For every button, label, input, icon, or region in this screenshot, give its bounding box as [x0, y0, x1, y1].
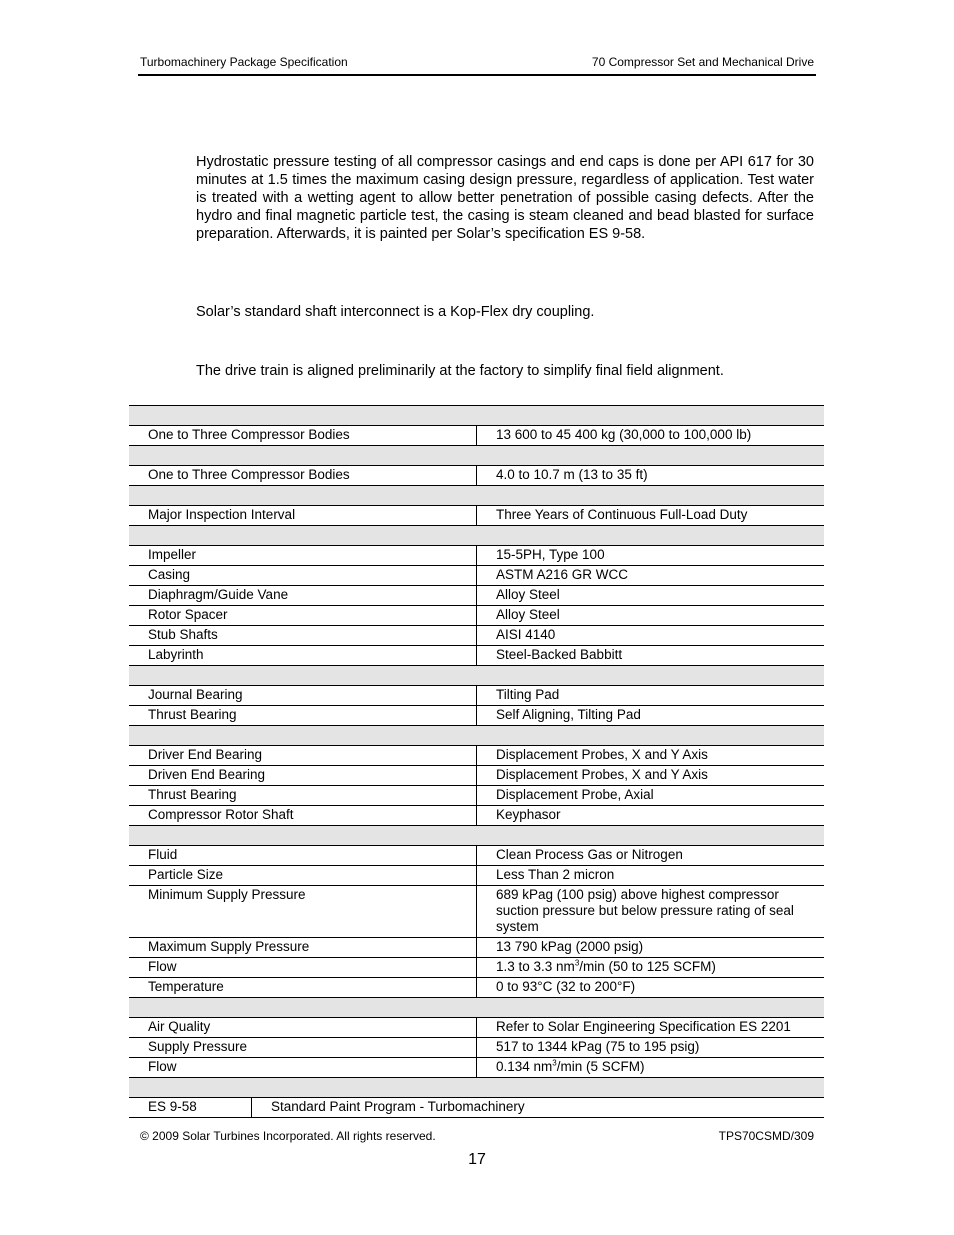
section-header-row: [129, 406, 824, 426]
table-row: [129, 466, 824, 486]
table-row: [129, 746, 824, 766]
row-label: One to Three Compressor Bodies: [129, 466, 477, 486]
row-label: One to Three Compressor Bodies: [129, 426, 477, 446]
row-value: Refer to Solar Engineering Specification ES 2201: [477, 1018, 825, 1038]
table-row: [129, 546, 824, 566]
row-label: Labyrinth: [129, 646, 477, 666]
row-value: 13 600 to 45 400 kg (30,000 to 100,000 lb): [477, 426, 825, 446]
table-row: [129, 706, 824, 726]
row-label: Stub Shafts: [129, 626, 477, 646]
row-value: Less Than 2 micron: [477, 866, 825, 886]
reference-row: [129, 1098, 824, 1118]
table-row: [129, 1038, 824, 1058]
row-label: Casing: [129, 566, 477, 586]
section-header-row: [129, 446, 824, 466]
document-code: TPS70CSMD/309: [718, 1129, 814, 1143]
table-row: [129, 586, 824, 606]
table-row: [129, 566, 824, 586]
row-label: Driven End Bearing: [129, 766, 477, 786]
row-value: 15-5PH, Type 100: [477, 546, 825, 566]
row-label: Compressor Rotor Shaft: [129, 806, 477, 826]
row-value: Steel-Backed Babbitt: [477, 646, 825, 666]
row-label: Fluid: [129, 846, 477, 866]
value-superscript: 3: [574, 958, 580, 968]
row-value: [477, 958, 825, 978]
section-header-row: [129, 526, 824, 546]
section-header-row: [129, 726, 824, 746]
section-header-row: [129, 998, 824, 1018]
copyright: © 2009 Solar Turbines Incorporated. All rights reserved.: [140, 1129, 436, 1143]
value-superscript: 3: [552, 1058, 557, 1068]
table-row: [129, 506, 824, 526]
row-label: Flow: [129, 1058, 477, 1078]
table-row: [129, 786, 824, 806]
table-row: [129, 606, 824, 626]
table-row: [129, 958, 824, 978]
row-label: Impeller: [129, 546, 477, 566]
table-row: [129, 938, 824, 958]
row-label: Temperature: [129, 978, 477, 998]
table-row: [129, 426, 824, 446]
table-row: [129, 686, 824, 706]
row-value: Displacement Probes, X and Y Axis: [477, 766, 825, 786]
section-header-row: [129, 666, 824, 686]
row-value: 4.0 to 10.7 m (13 to 35 ft): [477, 466, 825, 486]
table-row: [129, 626, 824, 646]
header-rule: [138, 74, 816, 76]
row-value: Displacement Probes, X and Y Axis: [477, 746, 825, 766]
row-label: Maximum Supply Pressure: [129, 938, 477, 958]
row-label: Flow: [129, 958, 477, 978]
value-prefix: 0.134 nm: [496, 1059, 553, 1074]
row-value: Displacement Probe, Axial: [477, 786, 825, 806]
row-value: [477, 1058, 825, 1078]
row-value: ASTM A216 GR WCC: [477, 566, 825, 586]
row-label: Thrust Bearing: [129, 706, 477, 726]
reference-title: Standard Paint Program - Turbomachinery: [271, 1099, 525, 1114]
row-value: Self Aligning, Tilting Pad: [477, 706, 825, 726]
table-row: [129, 846, 824, 866]
row-value: AISI 4140: [477, 626, 825, 646]
table-row: [129, 978, 824, 998]
row-value: Three Years of Continuous Full-Load Duty: [477, 506, 825, 526]
row-value: Clean Process Gas or Nitrogen: [477, 846, 825, 866]
row-value: 517 to 1344 kPag (75 to 195 psig): [477, 1038, 825, 1058]
table-row: [129, 1018, 824, 1038]
row-label: Minimum Supply Pressure: [129, 886, 477, 938]
section-header-row: [129, 1078, 824, 1098]
table-row: [129, 806, 824, 826]
page-number: 17: [468, 1151, 486, 1168]
row-label: Supply Pressure: [129, 1038, 477, 1058]
value-suffix: /min (50 to 125 SCFM): [579, 959, 716, 974]
row-value: 13 790 kPag (2000 psig): [477, 938, 825, 958]
section-header-row: [129, 826, 824, 846]
row-value: Keyphasor: [477, 806, 825, 826]
value-suffix: /min (5 SCFM): [556, 1059, 645, 1074]
row-label: Particle Size: [129, 866, 477, 886]
header-left: Turbomachinery Package Specification: [140, 55, 348, 69]
table-row: [129, 766, 824, 786]
row-value: Alloy Steel: [477, 606, 825, 626]
row-label: Driver End Bearing: [129, 746, 477, 766]
row-label: Thrust Bearing: [129, 786, 477, 806]
section-header-row: [129, 486, 824, 506]
reference-inner-table: [129, 1098, 824, 1117]
row-label: Rotor Spacer: [129, 606, 477, 626]
row-value: 0 to 93°C (32 to 200°F): [477, 978, 825, 998]
table-row: [129, 886, 824, 938]
specification-table: [129, 405, 824, 1118]
row-label: Major Inspection Interval: [129, 506, 477, 526]
value-prefix: 1.3 to 3.3 nm: [496, 959, 575, 974]
paragraph-drive-train-alignment: The drive train is aligned preliminarily at the factory to simplify final field alignment.: [196, 362, 724, 379]
row-value: Alloy Steel: [477, 586, 825, 606]
paragraph-shaft-interconnect: Solar’s standard shaft interconnect is a Kop-Flex dry coupling.: [196, 303, 595, 320]
table-row: [129, 646, 824, 666]
reference-code: ES 9-58: [129, 1098, 252, 1117]
row-label: Diaphragm/Guide Vane: [129, 586, 477, 606]
row-label: Air Quality: [129, 1018, 477, 1038]
row-label: Journal Bearing: [129, 686, 477, 706]
paragraph-hydrostatic-testing: Hydrostatic pressure testing of all compressor casings and end caps is done per API 617 for 30 minutes at 1.5 times the maximum casing design pressure, regardless of application. Test water is treated with a wetting agent to allow better penetration of possible casing defects. After the hydro and final magnetic particle test, the casing is steam cleaned and bead blasted for surface preparation. Afterwards, it is painted per Solar’s specification ES 9-58.: [196, 153, 814, 242]
header-right: 70 Compressor Set and Mechanical Drive: [591, 55, 814, 69]
table-row: [129, 866, 824, 886]
row-value: Tilting Pad: [477, 686, 825, 706]
table-row: [129, 1058, 824, 1078]
row-value: 689 kPag (100 psig) above highest compressor suction pressure but below pressure rating of seal system: [477, 886, 825, 938]
